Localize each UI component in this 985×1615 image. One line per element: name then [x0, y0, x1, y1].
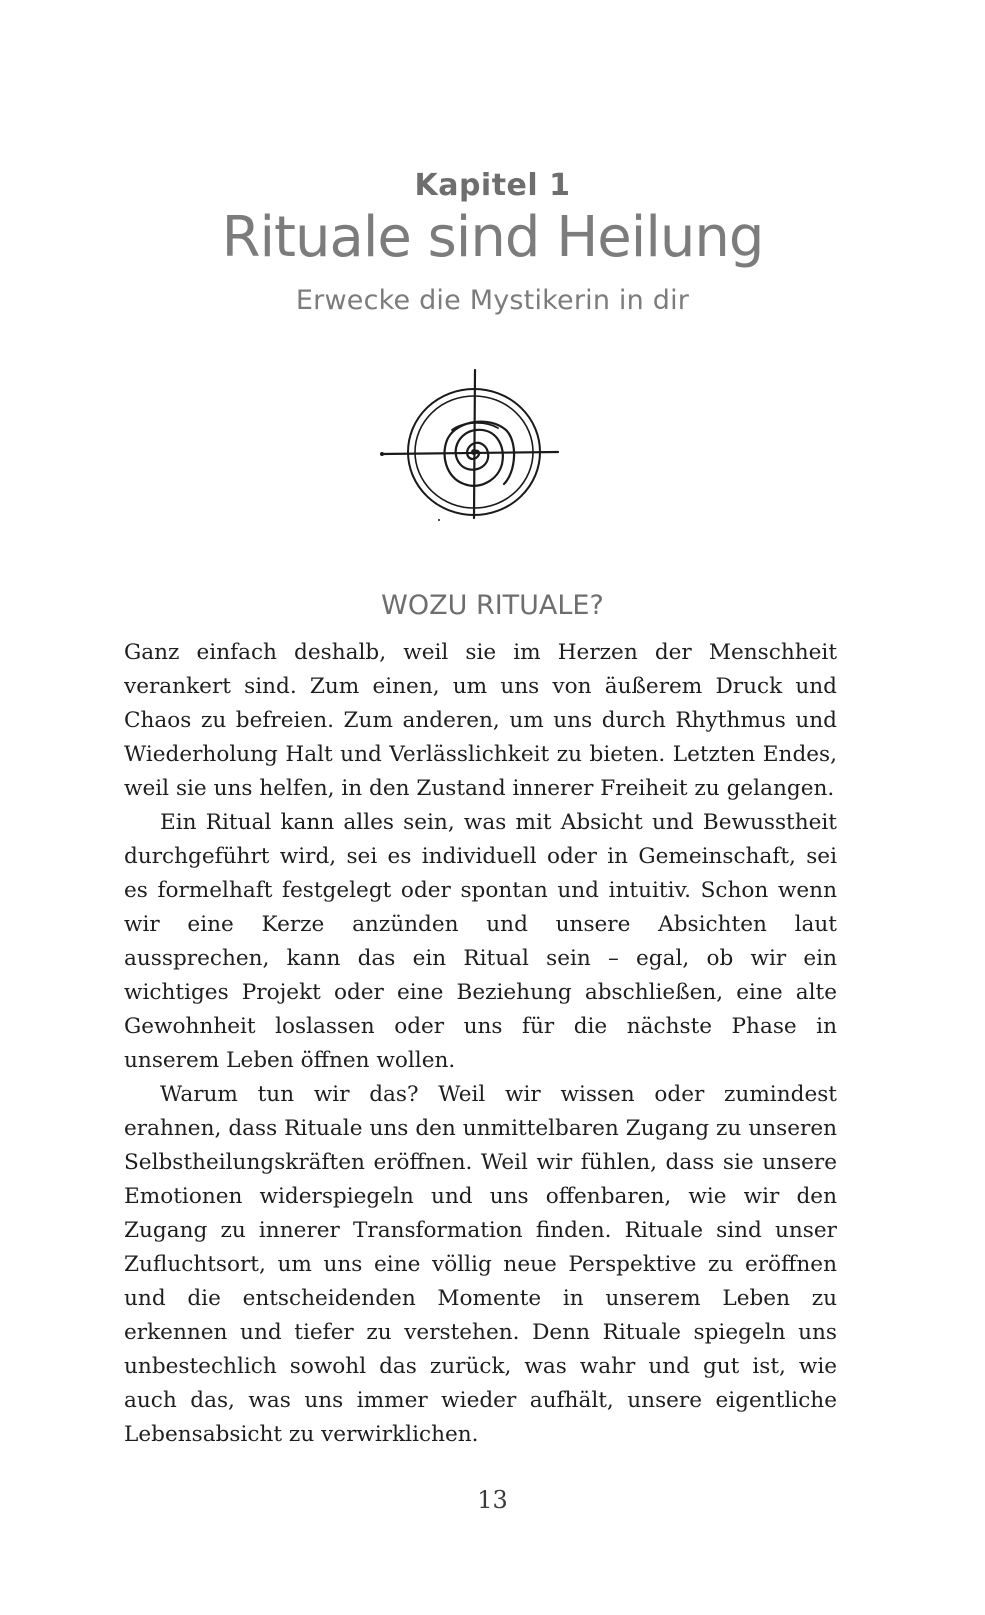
spiral-crosshair-icon: [380, 368, 560, 528]
chapter-title: Rituale sind Heilung: [221, 205, 764, 270]
paragraph: Warum tun wir das? Weil wir wissen oder zumindest erahnen, dass Rituale uns den unmittelbaren Zugang zu unseren Selbstheilungskräften eröffnen. Weil wir fühlen, dass sie unsere Emotionen widerspiegeln und uns offenbaren, wie wir den Zugang zu innerer Transformation finden. Rituale sind unser Zufluchtsort, um uns eine völlig neue Perspektive zu eröffnen und die entscheidenden Momente in unserem Leben zu erkennen und tiefer zu verstehen. Denn Rituale spiegeln uns unbestechlich sowohl das zurück, was wahr und gut ist, wie auch das, was uns immer wieder aufhält, unsere eigentliche Lebensabsicht zu verwirklichen.: [124, 1082, 837, 1447]
chapter-label: Kapitel 1: [414, 168, 571, 203]
paragraph: Ganz einfach deshalb, weil sie im Herzen der Menschheit verankert sind. Zum einen, um uns von äußerem Druck und Chaos zu befreien. Zum anderen, um uns durch Rhythmus und Wiederholung Halt und Verlässlichkeit zu bieten. Letzten Endes, weil sie uns helfen, in den Zustand innerer Freiheit zu gelangen.: [124, 640, 837, 801]
paragraph: Ein Ritual kann alles sein, was mit Absicht und Bewusstheit durchgeführt wird, sei es individuell oder in Gemeinschaft, sei es formelhaft festgelegt oder spontan und intuitiv. Schon wenn wir eine Kerze anzünden und unsere Absichten laut aussprechen, kann das ein Ritual sein – egal, ob wir ein wichtiges Projekt oder eine Beziehung abschließen, eine alte Gewohnheit loslassen oder uns für die nächste Phase in unserem Leben öffnen wollen.: [124, 810, 837, 1073]
page-number: 13: [477, 1486, 508, 1514]
chapter-subtitle: Erwecke die Mystikerin in dir: [295, 285, 690, 316]
section-heading: WOZU RITUALE?: [381, 590, 604, 621]
body-text: [124, 636, 837, 1452]
